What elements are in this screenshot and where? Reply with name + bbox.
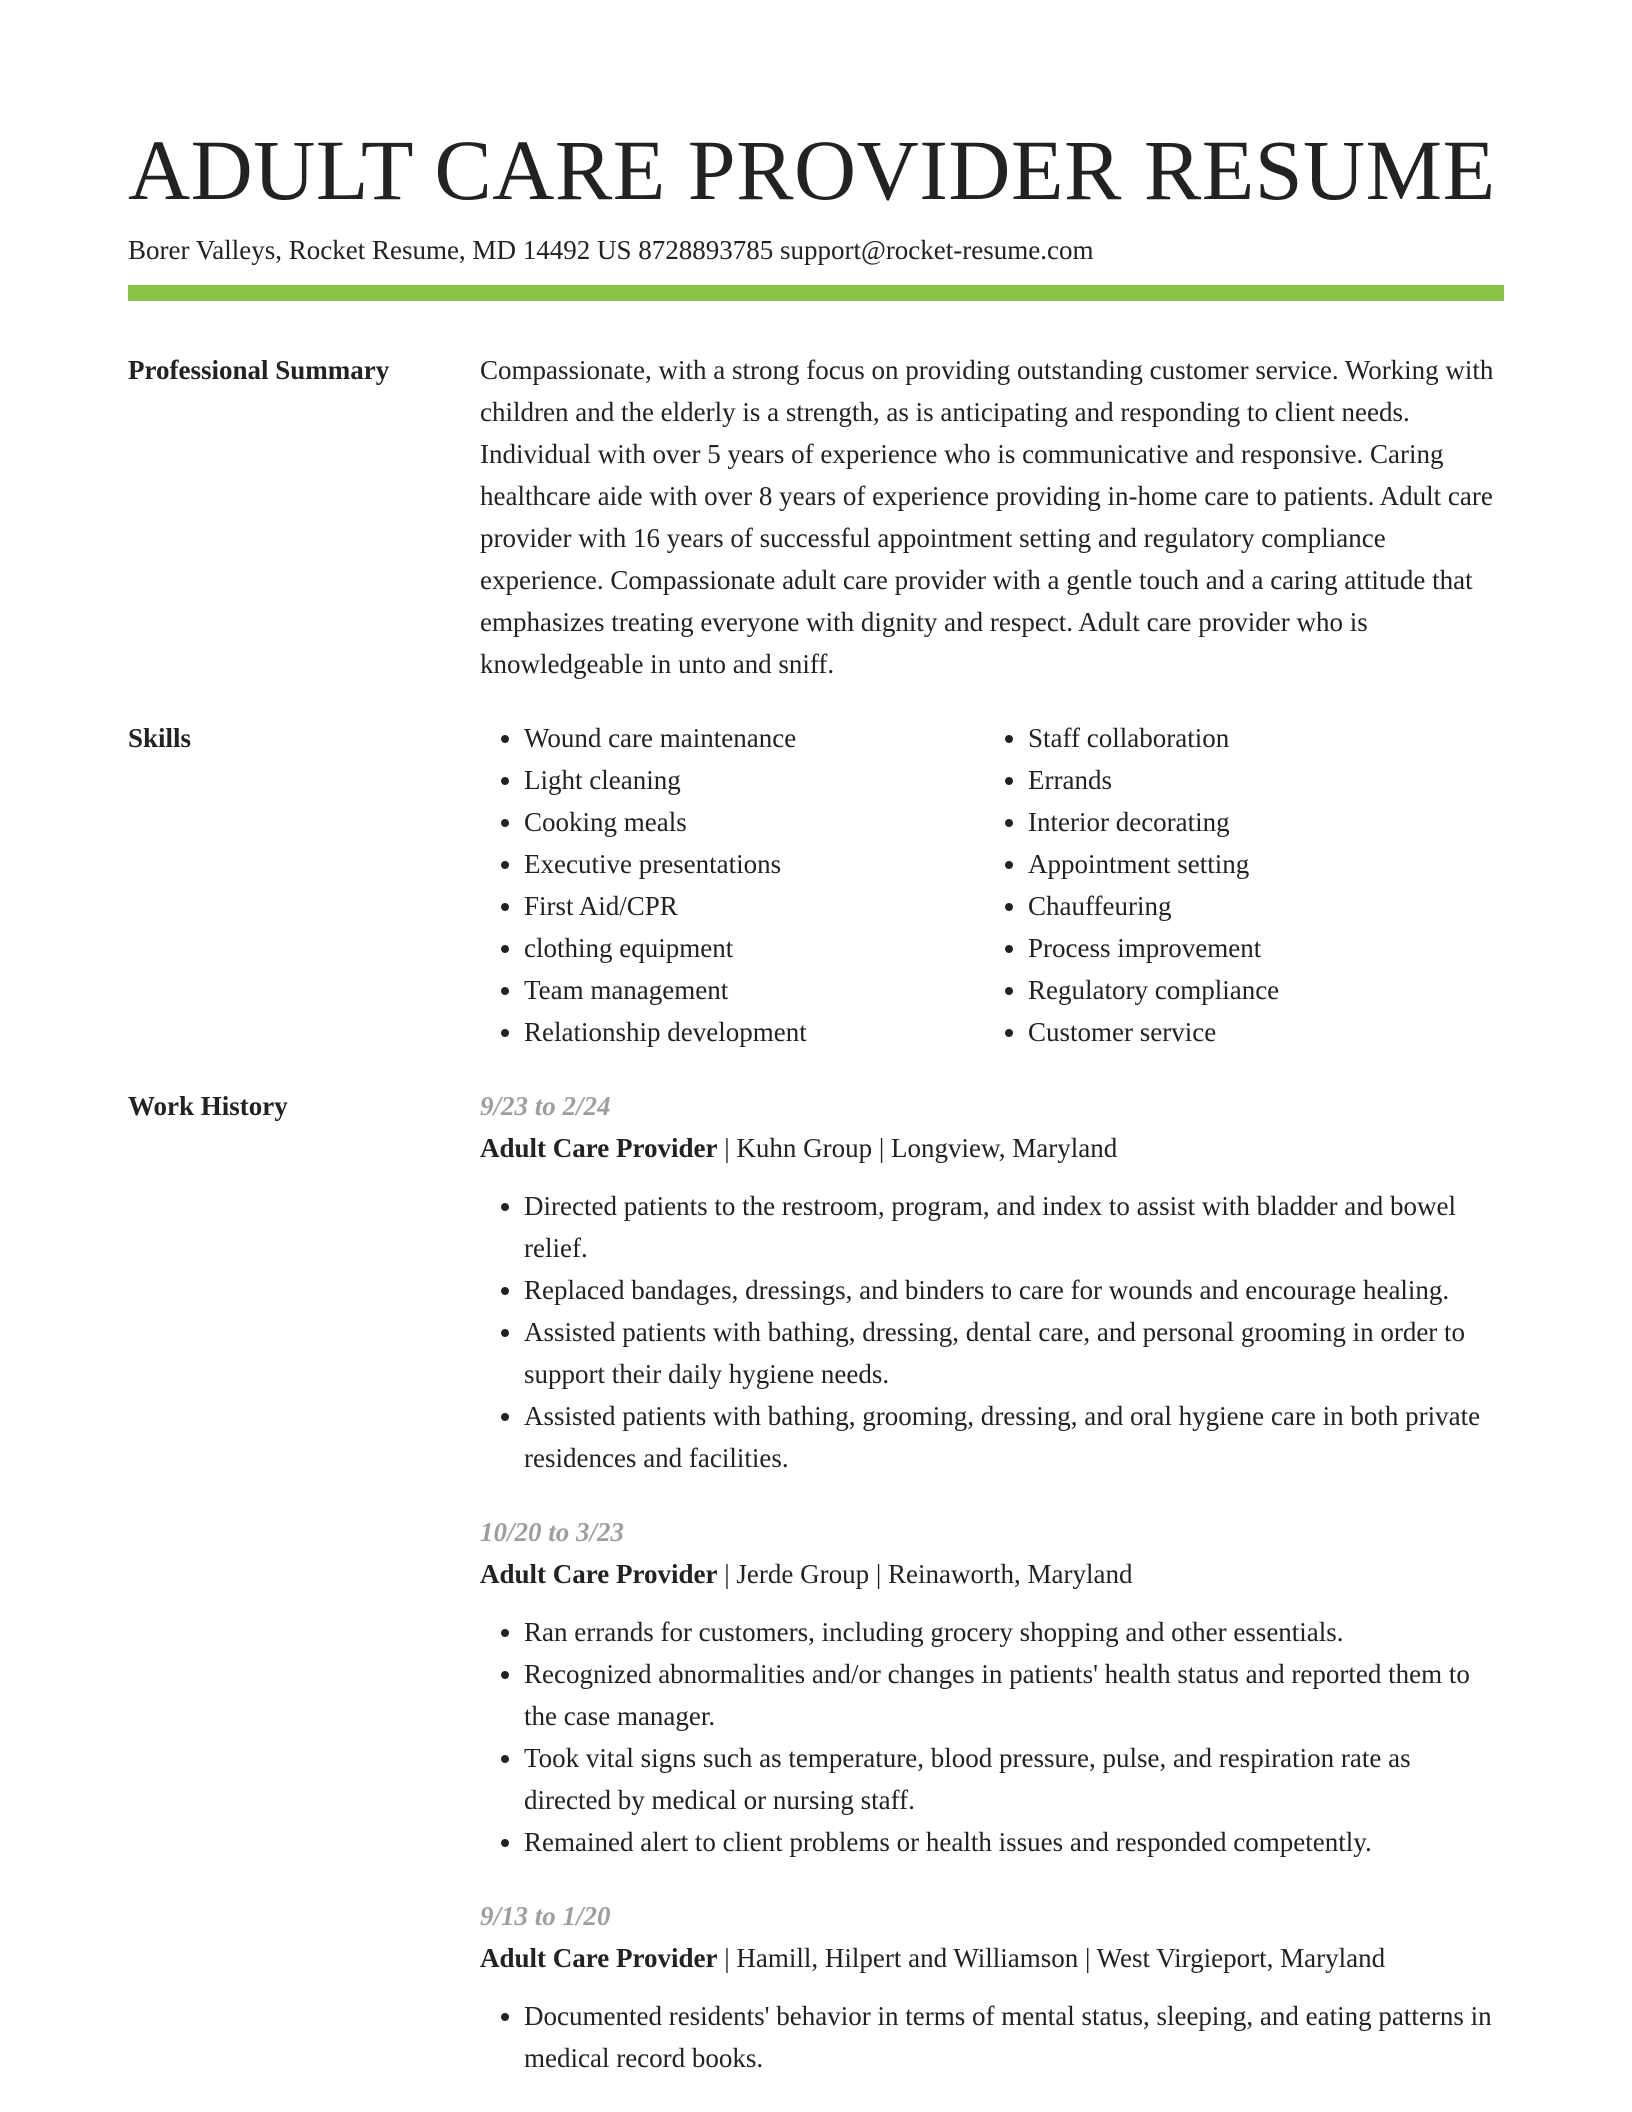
skills-list-left: [480, 717, 984, 1053]
job-employer-location: | Kuhn Group | Longview, Maryland: [717, 1133, 1118, 1163]
job-entry: [480, 1511, 1504, 1863]
skill-item: • Cooking meals: [524, 801, 984, 843]
job-bullet: • Recognized abnormalities and/or changes in patients' health status and reported them to the case manager.: [524, 1653, 1504, 1737]
job-employer-location: | Jerde Group | Reinaworth, Maryland: [717, 1559, 1133, 1589]
skill-item: • Relationship development: [524, 1011, 984, 1053]
job-heading: [480, 1937, 1504, 1979]
job-bullets: [480, 1185, 1504, 1479]
job-entry: [480, 1895, 1504, 2079]
job-heading: [480, 1553, 1504, 1595]
skill-item: • Process improvement: [1028, 927, 1488, 969]
job-bullets: [480, 1995, 1504, 2079]
skill-item: • Chauffeuring: [1028, 885, 1488, 927]
job-dates: 9/23 to 2/24: [480, 1091, 611, 1121]
job-entry: [480, 1085, 1504, 1479]
summary-text: Compassionate, with a strong focus on providing outstanding customer service. Working with children and the elderly is a strength, as is anticipating and responding to client needs. Individual with over 5 years of experience who is communicative and responsive. Caring healthcare aide with over 8 years of experience providing in-home care to patients. Adult care provider with 16 years of successful appointment setting and regulatory compliance experience. Compassionate adult care provider with a gentle touch and a caring attitude that emphasizes treating everyone with dignity and respect. Adult care provider who is knowledgeable in unto and sniff.: [480, 355, 1494, 679]
job-heading: [480, 1127, 1504, 1169]
skills-label: Skills: [128, 723, 192, 753]
summary-body: [480, 349, 1504, 685]
job-title: Adult Care Provider: [480, 1559, 718, 1589]
job-bullet: • Documented residents' behavior in terms of mental status, sleeping, and eating patterns in medical record books.: [524, 1995, 1504, 2079]
work-history-body: [480, 1085, 1504, 2111]
skill-item: • Executive presentations: [524, 843, 984, 885]
job-employer-location: | Hamill, Hilpert and Williamson | West Virgieport, Maryland: [717, 1943, 1386, 1973]
skill-item: • Regulatory compliance: [1028, 969, 1488, 1011]
job-dates: 9/13 to 1/20: [480, 1901, 611, 1931]
skills-list-right: [984, 717, 1488, 1053]
job-bullet: • Assisted patients with bathing, grooming, dressing, and oral hygiene care in both private residences and facilities.: [524, 1395, 1504, 1479]
skills-body: [480, 717, 1504, 1053]
job-dates: 10/20 to 3/23: [480, 1517, 625, 1547]
job-bullet: • Ran errands for customers, including grocery shopping and other essentials.: [524, 1611, 1504, 1653]
resume-title: ADULT CARE PROVIDER RESUME: [128, 122, 1496, 218]
skill-item: • Light cleaning: [524, 759, 984, 801]
skill-item: • Customer service: [1028, 1011, 1488, 1053]
job-bullet: • Directed patients to the restroom, program, and index to assist with bladder and bowel relief.: [524, 1185, 1504, 1269]
skill-item: • Wound care maintenance: [524, 717, 984, 759]
job-bullet: • Assisted patients with bathing, dressing, dental care, and personal grooming in order to support their daily hygiene needs.: [524, 1311, 1504, 1395]
skill-item: • First Aid/CPR: [524, 885, 984, 927]
contact-line: Borer Valleys, Rocket Resume, MD 14492 US 8728893785 support@rocket-resume.com: [128, 235, 1094, 265]
skill-item: • Errands: [1028, 759, 1488, 801]
job-bullets: [480, 1611, 1504, 1863]
skills-columns: [480, 717, 1504, 1053]
skill-item: • clothing equipment: [524, 927, 984, 969]
job-bullet: • Remained alert to client problems or health issues and responded competently.: [524, 1821, 1504, 1863]
work-history-label: Work History: [128, 1091, 288, 1121]
job-bullet: • Replaced bandages, dressings, and binders to care for wounds and encourage healing.: [524, 1269, 1504, 1311]
job-title: Adult Care Provider: [480, 1133, 718, 1163]
job-title: Adult Care Provider: [480, 1943, 718, 1973]
skill-item: • Appointment setting: [1028, 843, 1488, 885]
job-bullet: • Took vital signs such as temperature, blood pressure, pulse, and respiration rate as directed by medical or nursing staff.: [524, 1737, 1504, 1821]
skill-item: • Team management: [524, 969, 984, 1011]
skill-item: • Interior decorating: [1028, 801, 1488, 843]
skill-item: • Staff collaboration: [1028, 717, 1488, 759]
summary-label: Professional Summary: [128, 355, 390, 385]
accent-divider: [128, 285, 1504, 301]
